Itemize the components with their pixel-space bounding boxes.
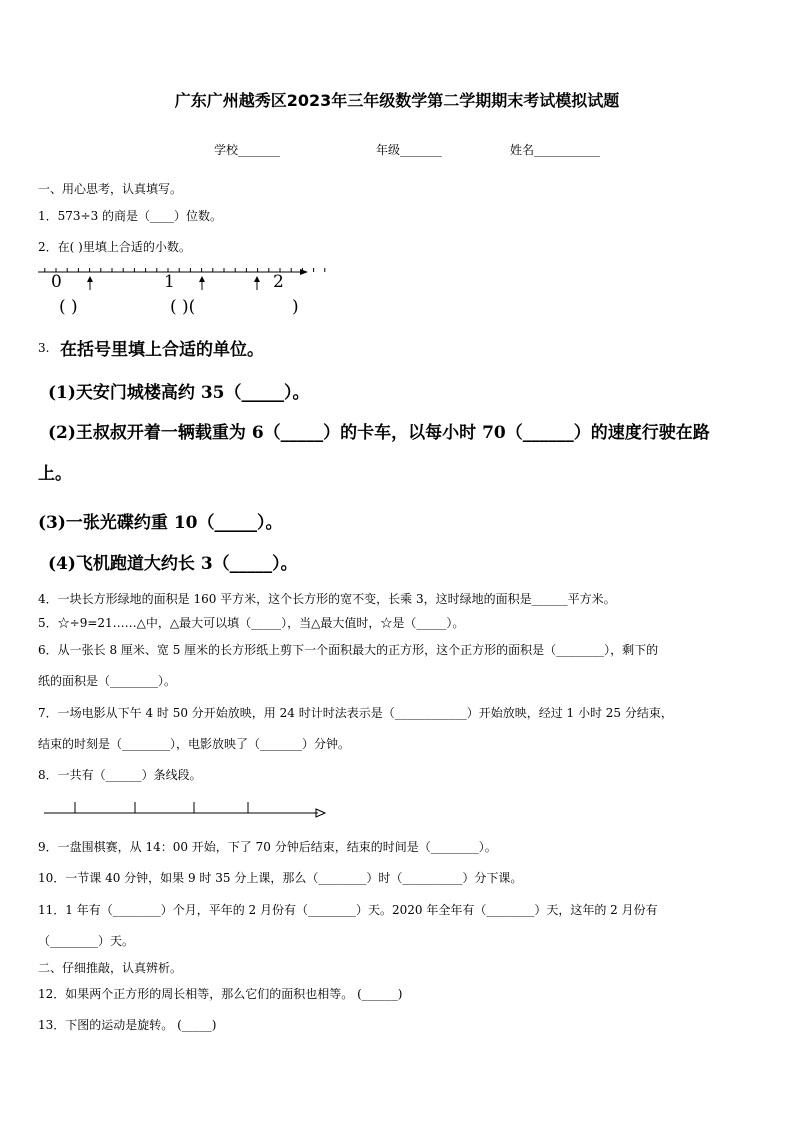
question-9: 9．一盘围棋赛，从 14：00 开始，下了 70 分钟后结束，结束的时间是（________）。 [38,840,497,854]
question-1: 1．573÷3 的商是（____）位数。 [38,209,223,223]
question-3-item-2: (2)王叔叔开着一辆载重为 6（_____）的卡车，以每小时 70（______）的速度行驶在路 [48,423,710,443]
question-12: 12．如果两个正方形的周长相等，那么它们的面积也相等。 (______) [38,987,403,1001]
number-line-arrowhead [300,269,308,275]
question-3-item-3: (3)一张光碟约重 10（_____）。 [38,513,283,533]
question-2: 2．在( )里填上合适的小数。 [38,240,191,254]
up-arrow-3 [254,276,260,290]
question-10: 10．一节课 40 分钟，如果 9 时 35 分上课，那么（________）时（__________）分下课。 [38,871,523,885]
question-11-line-2: （________）天。 [38,934,135,948]
question-3-item-4: (4)飞机跑道大约长 3（_____）。 [48,554,298,574]
question-13: 13．下图的运动是旋转。 (_____) [38,1018,217,1032]
segment-diagram [0,800,794,830]
question-3-item-2-cont: 上。 [38,464,72,484]
question-11-line-1: 11．1 年有（________）个月，平年的 2 月份有（________）天。2020 年全年有（________）天，这年的 2 月份有 [38,903,658,917]
number-line-diagram [0,262,794,322]
up-arrow-2 [199,276,205,290]
question-3-item-1: (1)天安门城楼高约 35（_____）。 [48,383,310,403]
number-line-blank-2: ( )( [170,297,196,317]
up-arrow-1 [87,276,93,290]
section-2-heading: 二、仔细推敲，认真辨析。 [38,961,183,975]
question-3-number: 3. [38,341,50,355]
question-6-line-1: 6．从一张长 8 厘米、宽 5 厘米的长方形纸上剪下一个面积最大的正方形，这个正方形的面积是（________），剩下的 [38,643,659,657]
number-line-label-0: 0 [51,272,62,292]
page-title: 广东广州越秀区2023年三年级数学第二学期期末考试模拟试题 [174,91,620,110]
name-field: 姓名___________ [510,143,601,157]
number-line-blank-3: ) [292,297,299,317]
number-line-label-2: 2 [273,272,284,292]
number-line-blank-1: ( ) [59,297,78,317]
question-7-line-2: 结束的时刻是（________），电影放映了（_______）分钟。 [38,737,351,751]
question-6-line-2: 纸的面积是（________）。 [38,674,177,688]
section-1-heading: 一、用心思考，认真填写。 [38,182,183,196]
question-7-line-1: 7．一场电影从下午 4 时 50 分开始放映，用 24 时计时法表示是（____________）开始放映，经过 1 小时 25 分结束， [38,706,673,720]
question-8: 8．一共有（______）条线段。 [38,768,202,782]
school-field: 学校_______ [214,143,281,157]
question-4: 4．一块长方形绿地的面积是 160 平方米，这个长方形的宽不变，长乘 3，这时绿地的面积是______平方米。 [38,592,616,606]
grade-field: 年级_______ [376,143,443,157]
question-3-text: 在括号里填上合适的单位。 [60,340,264,360]
question-5: 5．☆÷9=21……△中，△最大可以填（_____），当△最大值时，☆是（_____）。 [38,616,465,630]
number-line-label-1: 1 [164,272,175,292]
